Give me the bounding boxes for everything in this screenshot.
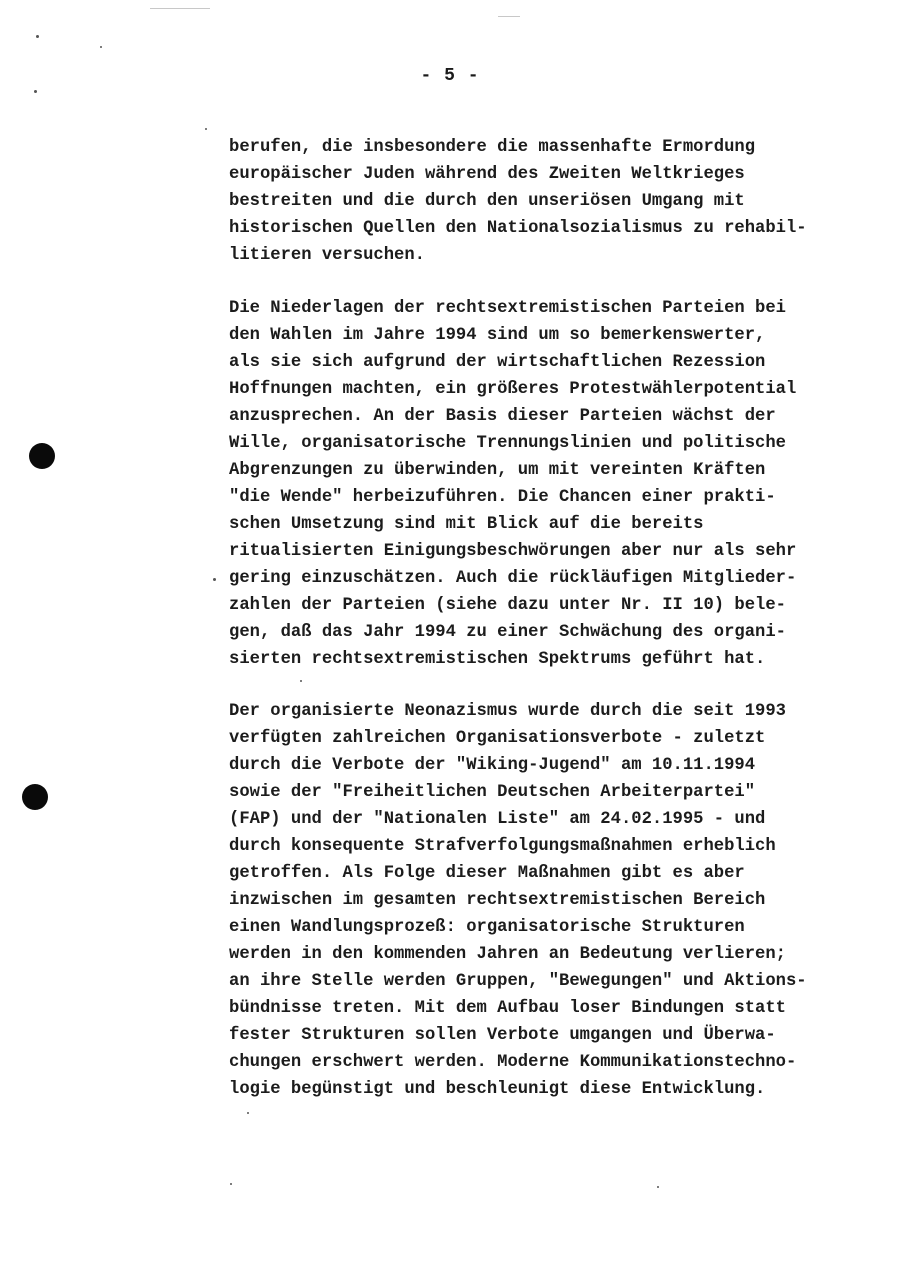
text-line: den Wahlen im Jahre 1994 sind um so bemerkenswerter, xyxy=(229,326,766,345)
paragraph-2 xyxy=(229,295,869,673)
page-number: - 5 - xyxy=(420,66,480,86)
text-line: fester Strukturen sollen Verbote umgangen und Überwa- xyxy=(229,1026,776,1045)
text-line: bestreiten und die durch den unseriösen Umgang mit xyxy=(229,192,745,211)
text-line: einen Wandlungsprozeß: organisatorische Strukturen xyxy=(229,918,745,937)
text-line: ritualisierten Einigungsbeschwörungen aber nur als sehr xyxy=(229,542,797,561)
text-line: Wille, organisatorische Trennungslinien und politische xyxy=(229,434,786,453)
text-line: berufen, die insbesondere die massenhafte Ermordung xyxy=(229,138,756,157)
text-line: verfügten zahlreichen Organisationsverbote - zuletzt xyxy=(229,729,766,748)
text-line: litieren versuchen. xyxy=(229,246,425,265)
text-line: sierten rechtsextremistischen Spektrums geführt hat. xyxy=(229,650,766,669)
text-line: getroffen. Als Folge dieser Maßnahmen gibt es aber xyxy=(229,864,745,883)
text-line: inzwischen im gesamten rechtsextremistischen Bereich xyxy=(229,891,766,910)
text-line: gen, daß das Jahr 1994 zu einer Schwächung des organi- xyxy=(229,623,786,642)
text-line: durch die Verbote der "Wiking-Jugend" am 10.11.1994 xyxy=(229,756,756,775)
text-line: durch konsequente Strafverfolgungsmaßnahmen erheblich xyxy=(229,837,776,856)
text-line: gering einzuschätzen. Auch die rückläufigen Mitglieder- xyxy=(229,569,797,588)
text-line: sowie der "Freiheitlichen Deutschen Arbeiterpartei" xyxy=(229,783,756,802)
text-line: Hoffnungen machten, ein größeres Protestwählerpotential xyxy=(229,380,797,399)
punch-hole-lower xyxy=(22,784,48,810)
scan-speck xyxy=(247,1112,249,1114)
paragraph-3 xyxy=(229,698,869,1103)
text-line: an ihre Stelle werden Gruppen, "Bewegungen" und Aktions- xyxy=(229,972,807,991)
scan-speck xyxy=(213,578,216,581)
scan-speck xyxy=(34,90,37,93)
text-line: chungen erschwert werden. Moderne Kommunikationstechno- xyxy=(229,1053,797,1072)
paragraph-1 xyxy=(229,134,869,269)
punch-hole-upper xyxy=(29,443,55,469)
scan-speck xyxy=(300,680,302,682)
text-line: schen Umsetzung sind mit Blick auf die bereits xyxy=(229,515,704,534)
text-line: bündnisse treten. Mit dem Aufbau loser Bindungen statt xyxy=(229,999,786,1018)
scan-speck xyxy=(657,1186,659,1188)
text-line: als sie sich aufgrund der wirtschaftlichen Rezession xyxy=(229,353,766,372)
text-line: "die Wende" herbeizuführen. Die Chancen einer prakti- xyxy=(229,488,776,507)
text-line: werden in den kommenden Jahren an Bedeutung verlieren; xyxy=(229,945,786,964)
text-line: zahlen der Parteien (siehe dazu unter Nr. II 10) bele- xyxy=(229,596,786,615)
scan-speck xyxy=(100,46,102,48)
text-line: anzusprechen. An der Basis dieser Parteien wächst der xyxy=(229,407,776,426)
text-line: Der organisierte Neonazismus wurde durch die seit 1993 xyxy=(229,702,786,721)
text-line: (FAP) und der "Nationalen Liste" am 24.02.1995 - und xyxy=(229,810,766,829)
text-line: europäischer Juden während des Zweiten Weltkrieges xyxy=(229,165,745,184)
scan-speck xyxy=(230,1183,232,1185)
scan-artifact-line xyxy=(150,8,210,9)
text-line: Abgrenzungen zu überwinden, um mit vereinten Kräften xyxy=(229,461,766,480)
text-line: historischen Quellen den Nationalsozialismus zu rehabil- xyxy=(229,219,807,238)
scan-speck xyxy=(205,128,207,130)
text-line: logie begünstigt und beschleunigt diese Entwicklung. xyxy=(229,1080,766,1099)
scan-speck xyxy=(36,35,39,38)
text-line: Die Niederlagen der rechtsextremistischen Parteien bei xyxy=(229,299,786,318)
scan-artifact-line xyxy=(498,16,520,17)
